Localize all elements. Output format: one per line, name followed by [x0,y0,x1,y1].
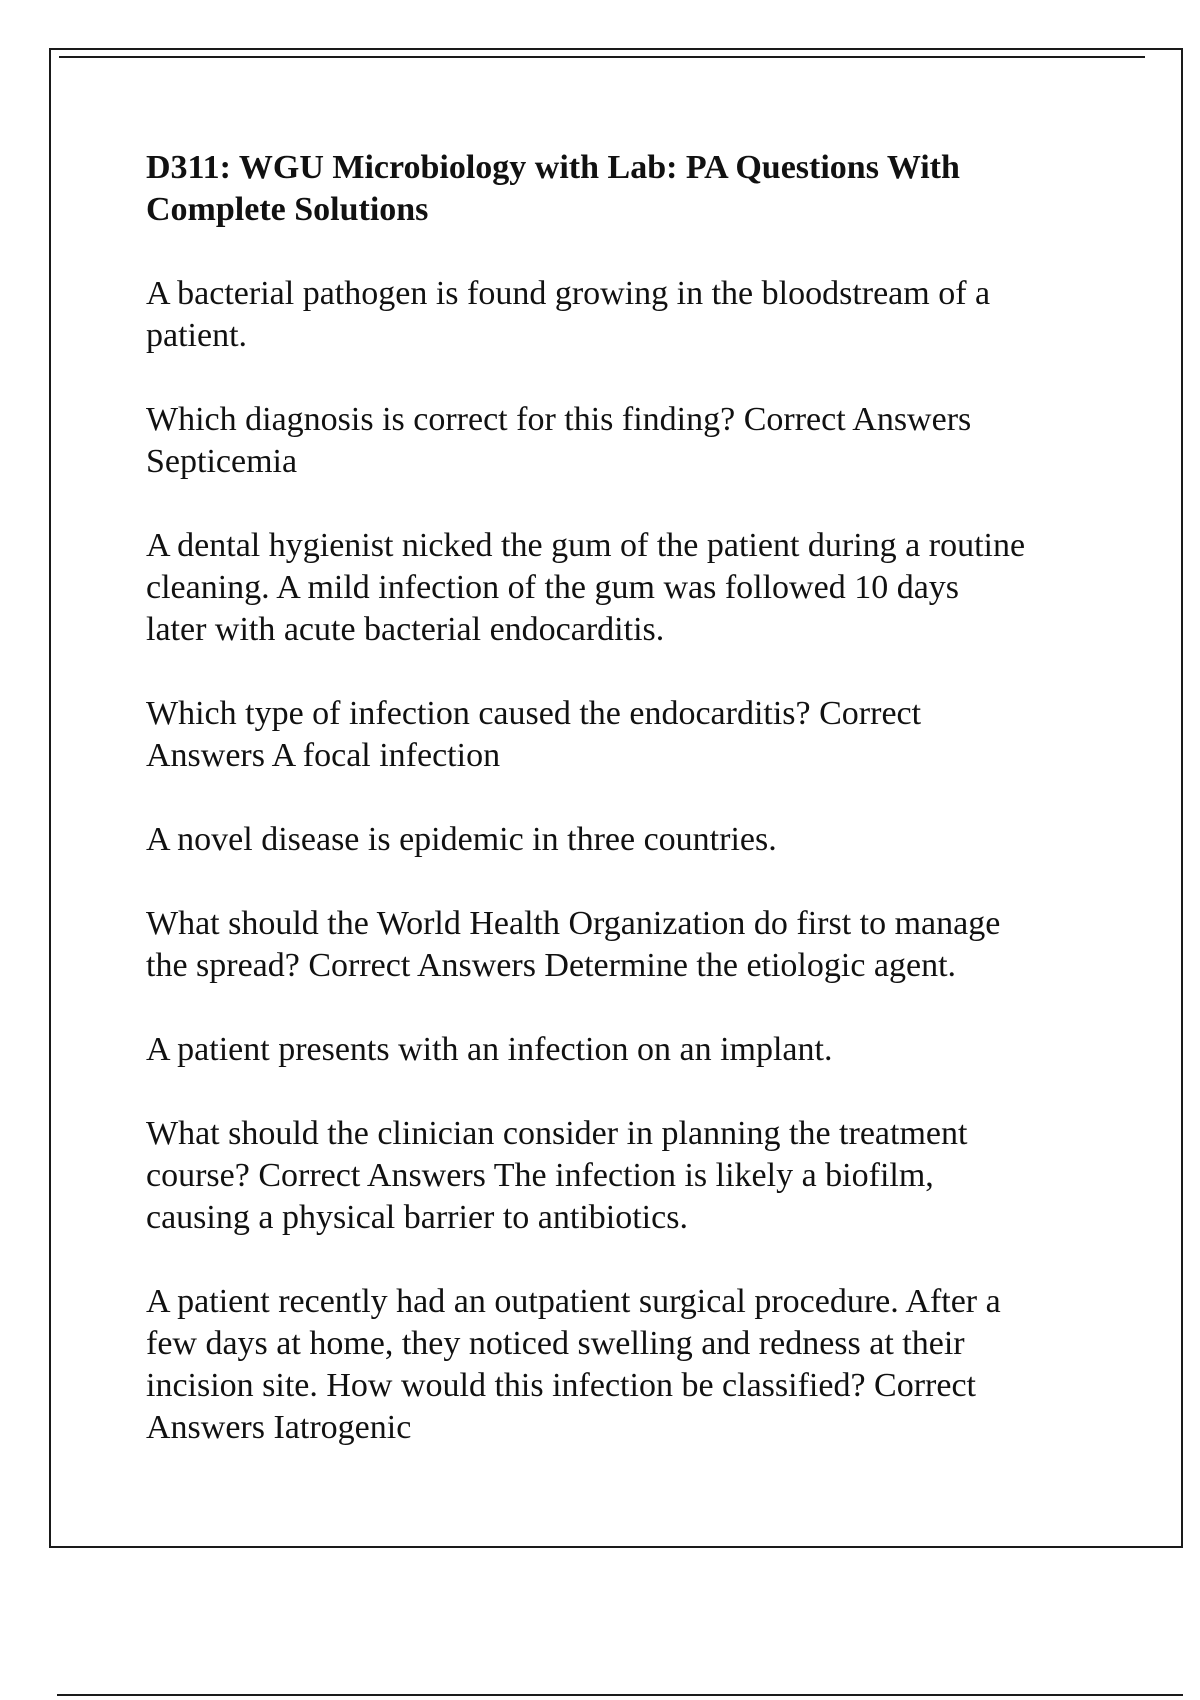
document-body [146,147,1106,1491]
paragraph-question-5: A patient recently had an outpatient surgical procedure. After a few days at home, they noticed swelling and redness at their incision site. How would this infection be classified? Correct Answers Iatrogenic [146,1283,1001,1446]
paragraph-question-3: A novel disease is epidemic in three countries. [146,821,777,858]
bottom-rule [57,1694,1183,1696]
paragraph-question-1: A bacterial pathogen is found growing in the bloodstream of a patient. [146,275,991,354]
top-rule [59,56,1145,58]
paragraph-answer-2: Which type of infection caused the endocarditis? Correct Answers A focal infection [146,695,922,774]
page-frame [49,48,1183,1548]
paragraph-question-2: A dental hygienist nicked the gum of the patient during a routine cleaning. A mild infection of the gum was followed 10 days later with acute bacterial endocarditis. [146,527,1026,648]
paragraph-question-4: A patient presents with an infection on an implant. [146,1031,833,1068]
paragraph-answer-4: What should the clinician consider in planning the treatment course? Correct Answers The infection is likely a biofilm, causing a physical barrier to antibiotics. [146,1115,968,1236]
document-title: D311: WGU Microbiology with Lab: PA Questions With Complete Solutions [146,149,960,228]
paragraph-answer-1: Which diagnosis is correct for this finding? Correct Answers Septicemia [146,401,972,480]
paragraph-answer-3: What should the World Health Organization do first to manage the spread? Correct Answers Determine the etiologic agent. [146,905,1001,984]
